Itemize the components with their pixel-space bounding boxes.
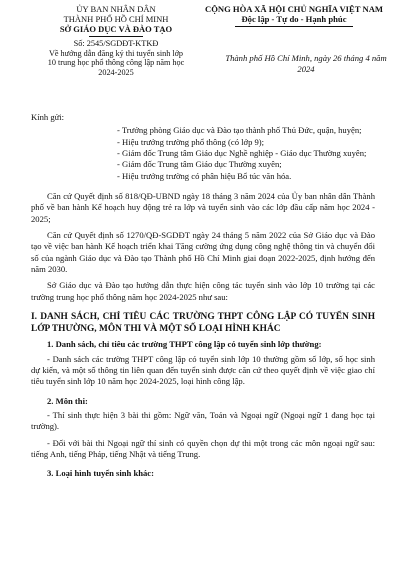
date-line: Thành phố Hồ Chí Minh, ngày 26 tháng 4 năm 2024 xyxy=(225,53,387,75)
agency-line-3: SỞ GIÁO DỤC VÀ ĐÀO TẠO xyxy=(59,24,173,35)
legal-basis-paragraph-1: Căn cứ Quyết định số 818/QĐ-UBND ngày 18 tháng 3 năm 2024 của Ủy ban nhân dân Thành phố về ban hành Kế hoạch huy động trẻ ra lớp và tuyển sinh vào các lớp đầu cấp năm học 2024 - 2025; xyxy=(31,191,375,224)
legal-basis-paragraph-2: Căn cứ Quyết định số 1270/QĐ-SGDĐT ngày 24 tháng 5 năm 2022 của Sở Giáo dục và Đào tạo về việc ban hành Kế hoạch triển khai Tăng cường ứng dụng công nghệ thông tin và chuyển đổi số của ngành Giáo dục và Đào tạo Thành phố Hồ Chí Minh giai đoạn 2022-2025, định hướng đến năm 2030. xyxy=(31,230,375,275)
motto-underline xyxy=(235,26,353,27)
document-number xyxy=(46,39,186,49)
subsection-1-heading: 1. Danh sách, chỉ tiêu các trường THPT công lập có tuyển sinh lớp thường: xyxy=(47,339,322,350)
document-subject: Về hướng dẫn đăng ký thi tuyển sinh lớp 10 trung học phổ thông công lập năm học 2024-2025 xyxy=(47,48,185,77)
salutation: Kính gửi: xyxy=(31,112,65,122)
intro-paragraph: Sở Giáo dục và Đào tạo hướng dẫn thực hiện công tác tuyển sinh vào lớp 10 trường tại các trường trung học phổ thông năm học 2024-2025 như sau: xyxy=(31,280,375,302)
agency-line-1: ỦY BAN NHÂN DÂN xyxy=(76,4,156,14)
recipient-item: - Hiệu trưởng trường phổ thông (có lớp 9); xyxy=(117,136,265,147)
doc-code: /SGDĐT-KTKĐ xyxy=(103,38,159,48)
national-motto-block xyxy=(196,4,392,27)
agency-line-2: THÀNH PHỐ HỒ CHÍ MINH xyxy=(63,14,169,25)
recipient-item: - Hiệu trưởng trường có phân hiệu Bổ túc văn hóa. xyxy=(117,170,292,181)
subsection-2-paragraph-1: - Thí sinh thực hiện 3 bài thi gồm: Ngữ văn, Toán và Ngoại ngữ (Ngoại ngữ 1 đang học tại trường). xyxy=(31,409,375,432)
doc-prefix: Số: xyxy=(73,38,85,48)
agency-underline xyxy=(89,36,143,37)
subsection-1-paragraph: - Danh sách các trường THPT công lập có tuyển sinh lớp 10 thường gồm số lớp, số học sinh dự kiến, và một số thông tin liên quan đến tuyển sinh được căn cứ theo quyết định về việc giao chỉ tiêu tuyển sinh lớp 10 năm học 2024-2025, loại hình công lập. xyxy=(31,353,375,387)
recipient-item: - Giám đốc Trung tâm Giáo dục Thường xuyên; xyxy=(117,159,282,170)
doc-number-value: 2545 xyxy=(86,38,104,48)
subsection-3-heading: 3. Loại hình tuyển sinh khác: xyxy=(47,468,154,479)
issuing-agency-block xyxy=(46,4,186,78)
section-1-heading: I. DANH SÁCH, CHỈ TIÊU CÁC TRƯỜNG THPT CÔNG LẬP CÓ TUYỂN SINH LỚP THƯỜNG, MÔN THI VÀ MỘT SỐ LOẠI HÌNH KHÁC xyxy=(31,312,375,335)
nation-name: CỘNG HÒA XÃ HỘI CHỦ NGHĨA VIỆT NAM xyxy=(204,4,384,14)
document-body xyxy=(31,112,375,480)
recipient-item: - Trưởng phòng Giáo dục và Đào tạo thành phố Thủ Đức, quận, huyện; xyxy=(117,125,362,136)
recipient-list xyxy=(117,125,375,182)
recipient-item: - Giám đốc Trung tâm Giáo dục Nghề nghiệp - Giáo dục Thường xuyên; xyxy=(117,148,367,159)
subsection-2-paragraph-2: - Đối với bài thi Ngoại ngữ thí sinh có quyền chọn dự thi một trong các môn ngoại ngữ sau: tiếng Anh, tiếng Pháp, tiếng Nhật và tiếng Trung. xyxy=(31,437,375,459)
nation-motto: Độc lập - Tự do - Hạnh phúc xyxy=(241,14,347,25)
subsection-2-heading: 2. Môn thi: xyxy=(47,395,88,406)
